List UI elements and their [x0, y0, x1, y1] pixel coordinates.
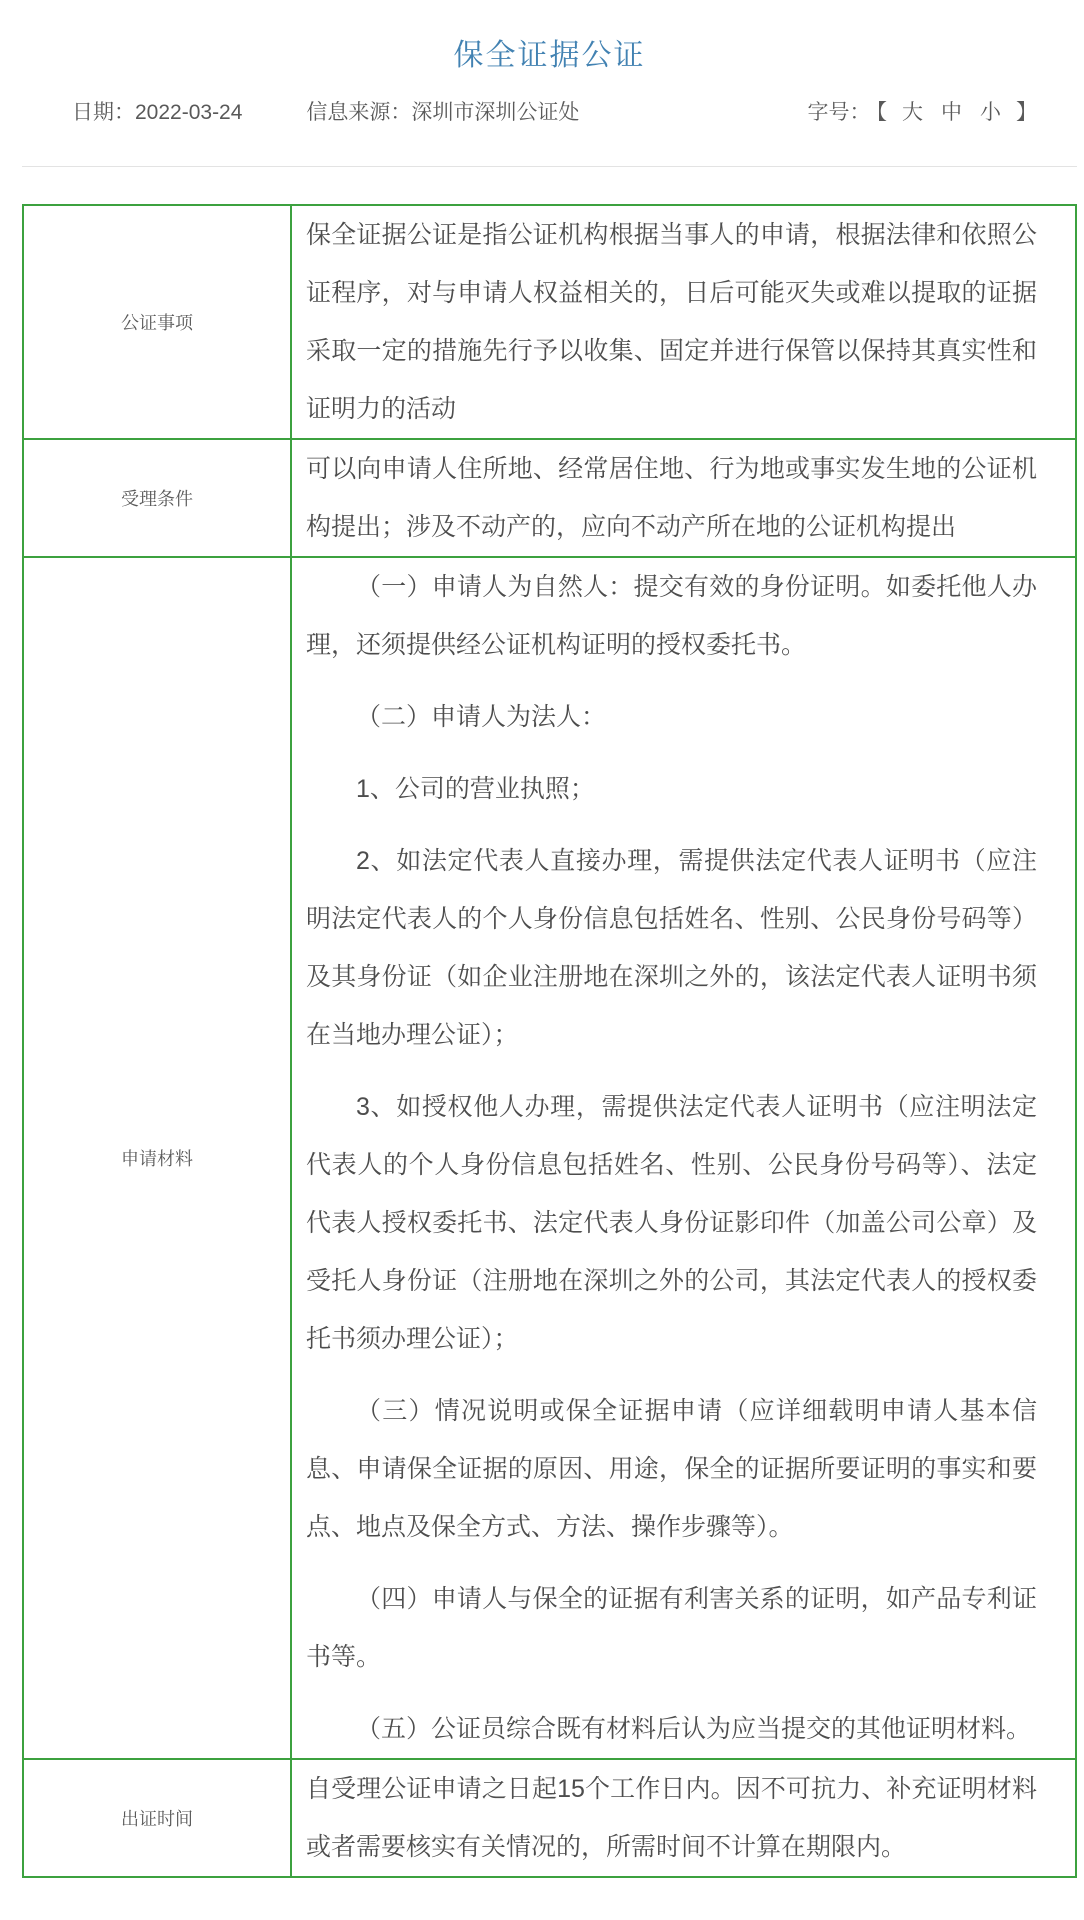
source-label: 信息来源： [306, 101, 412, 124]
row-label: 出证时间 [23, 1759, 291, 1877]
table-row-acceptance-conditions [23, 439, 1076, 557]
paragraph: 3、如授权他人办理，需提供法定代表人证明书（应注明法定代表人的个人身份信息包括姓名、性别、公民身份号码等）、法定代表人授权委托书、法定代表人身份证影印件（加盖公司公章）及受托人身份证（注册地在深圳之外的公司，其法定代表人的授权委托书须办理公证）； [306, 1093, 1037, 1353]
row-content [291, 205, 1076, 439]
fontsize-large-button[interactable]: 大 [902, 101, 923, 124]
divider-line [22, 166, 1077, 167]
row-label: 申请材料 [23, 557, 291, 1759]
paragraph: （一）申请人为自然人：提交有效的身份证明。如委托他人办理，还须提供经公证机构证明的授权委托书。 [306, 573, 1037, 659]
fontsize-medium-button[interactable]: 中 [941, 101, 962, 124]
paragraph: （四）申请人与保全的证据有利害关系的证明，如产品专利证书等。 [306, 1585, 1037, 1671]
paragraph: （二）申请人为法人： [356, 703, 607, 731]
row-label: 公证事项 [23, 205, 291, 439]
date-label: 日期： [72, 101, 135, 124]
source-field [306, 96, 579, 126]
paragraph: （三）情况说明或保全证据申请（应详细载明申请人基本信息、申请保全证据的原因、用途，保全的证据所要证明的事实和要点、地点及保全方式、方法、操作步骤等）。 [306, 1397, 1037, 1541]
table-row-notary-matter [23, 205, 1076, 439]
table-row-issuance-time [23, 1759, 1076, 1877]
row-label: 受理条件 [23, 439, 291, 557]
row-content [291, 439, 1076, 557]
notary-info-table [22, 204, 1077, 1878]
fontsize-label: 字号： [807, 101, 871, 124]
paragraph: 2、如法定代表人直接办理，需提供法定代表人证明书（应注明法定代表人的个人身份信息包括姓名、性别、公民身份号码等）及其身份证（如企业注册地在深圳之外的，该法定代表人证明书须在当地办理公证）； [306, 847, 1037, 1049]
table-row-application-materials [23, 557, 1076, 1759]
article-page [22, 0, 1077, 1878]
paragraph: 自受理公证申请之日起15个工作日内。因不可抗力、补充证明材料或者需要核实有关情况的，所需时间不计算在期限内。 [306, 1775, 1037, 1861]
date-field [72, 96, 242, 126]
page-title: 保全证据公证 [453, 39, 646, 72]
paragraph: 可以向申请人住所地、经常居住地、行为地或事实发生地的公证机构提出；涉及不动产的，应向不动产所在地的公证机构提出 [306, 455, 1037, 541]
row-content [291, 1759, 1076, 1877]
bracket-open: 【 [876, 101, 887, 124]
bracket-close: 】 [1016, 101, 1037, 124]
date-value: 2022-03-24 [135, 101, 243, 124]
fontsize-small-button[interactable]: 小 [980, 101, 1001, 124]
paragraph: 1、公司的营业执照； [356, 775, 595, 803]
meta-bar [22, 96, 1077, 126]
paragraph: （五）公证员综合既有材料后认为应当提交的其他证明材料。 [356, 1715, 1032, 1743]
row-content [291, 557, 1076, 1759]
fontsize-control [808, 96, 1044, 126]
paragraph: 保全证据公证是指公证机构根据当事人的申请，根据法律和依照公证程序，对与申请人权益相关的，日后可能灭失或难以提取的证据采取一定的措施先行予以收集、固定并进行保管以保持其真实性和证明力的活动 [306, 221, 1037, 423]
source-value: 深圳市深圳公证处 [411, 101, 580, 124]
